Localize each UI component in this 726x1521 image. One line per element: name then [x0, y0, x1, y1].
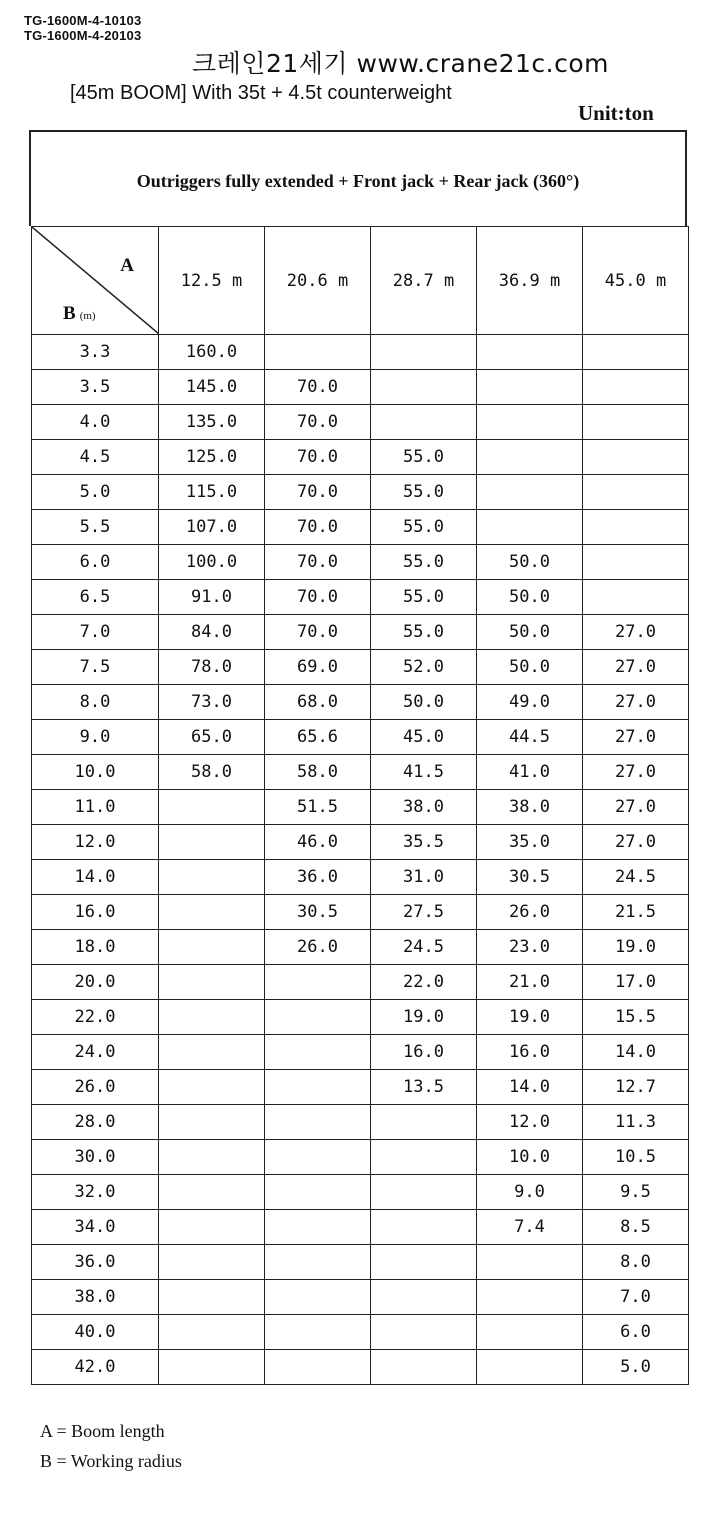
capacity-cell: [265, 1280, 371, 1315]
capacity-cell: [265, 1175, 371, 1210]
table-row: [32, 1140, 689, 1175]
capacity-cell: 19.0: [583, 930, 689, 965]
capacity-cell: [159, 1000, 265, 1035]
capacity-cell: 125.0: [159, 440, 265, 475]
radius-cell: 26.0: [32, 1070, 159, 1105]
capacity-cell: [159, 1035, 265, 1070]
capacity-cell: 52.0: [371, 650, 477, 685]
capacity-cell: [265, 1035, 371, 1070]
capacity-cell: 70.0: [265, 545, 371, 580]
radius-cell: 8.0: [32, 685, 159, 720]
table-row: [32, 1280, 689, 1315]
legend-working-radius: B = Working radius: [40, 1451, 182, 1471]
capacity-cell: 17.0: [583, 965, 689, 1000]
capacity-cell: 14.0: [583, 1035, 689, 1070]
capacity-cell: [159, 1245, 265, 1280]
capacity-cell: 70.0: [265, 440, 371, 475]
radius-cell: 3.3: [32, 335, 159, 370]
capacity-cell: 26.0: [265, 930, 371, 965]
capacity-cell: [583, 335, 689, 370]
corner-cell: [32, 227, 159, 335]
capacity-cell: 24.5: [371, 930, 477, 965]
table-row: [32, 405, 689, 440]
capacity-cell: [477, 1315, 583, 1350]
condition-text: Outriggers fully extended + Front jack + Rear jack (360°): [136, 170, 580, 191]
capacity-cell: [477, 1245, 583, 1280]
capacity-cell: [265, 1000, 371, 1035]
capacity-cell: [159, 1315, 265, 1350]
capacity-cell: 9.0: [477, 1175, 583, 1210]
capacity-cell: [477, 1280, 583, 1315]
radius-cell: 42.0: [32, 1350, 159, 1385]
table-row: [32, 335, 689, 370]
capacity-cell: 27.0: [583, 615, 689, 650]
capacity-cell: 65.6: [265, 720, 371, 755]
capacity-cell: 50.0: [477, 545, 583, 580]
capacity-cell: 10.5: [583, 1140, 689, 1175]
capacity-cell: [159, 1070, 265, 1105]
capacity-cell: 50.0: [371, 685, 477, 720]
table-row: [32, 965, 689, 1000]
capacity-cell: [477, 405, 583, 440]
capacity-cell: [477, 370, 583, 405]
capacity-cell: 27.0: [583, 755, 689, 790]
capacity-cell: 58.0: [265, 755, 371, 790]
capacity-cell: 50.0: [477, 580, 583, 615]
capacity-cell: [477, 335, 583, 370]
radius-cell: 22.0: [32, 1000, 159, 1035]
capacity-cell: 26.0: [477, 895, 583, 930]
radius-cell: 14.0: [32, 860, 159, 895]
capacity-cell: 5.0: [583, 1350, 689, 1385]
capacity-cell: 27.0: [583, 720, 689, 755]
capacity-cell: 35.0: [477, 825, 583, 860]
radius-cell: 30.0: [32, 1140, 159, 1175]
capacity-cell: [583, 475, 689, 510]
capacity-cell: [265, 335, 371, 370]
table-row: [32, 720, 689, 755]
capacity-cell: 12.0: [477, 1105, 583, 1140]
capacity-cell: 69.0: [265, 650, 371, 685]
capacity-cell: 145.0: [159, 370, 265, 405]
column-header: 45.0 m: [583, 227, 689, 335]
capacity-cell: 55.0: [371, 580, 477, 615]
table-row: [32, 685, 689, 720]
capacity-cell: [371, 1105, 477, 1140]
radius-cell: 38.0: [32, 1280, 159, 1315]
capacity-cell: 160.0: [159, 335, 265, 370]
table-row: [32, 580, 689, 615]
table-row: [32, 510, 689, 545]
radius-cell: 28.0: [32, 1105, 159, 1140]
capacity-cell: 24.5: [583, 860, 689, 895]
capacity-cell: [265, 1210, 371, 1245]
table-row: [32, 1035, 689, 1070]
capacity-cell: 55.0: [371, 475, 477, 510]
capacity-cell: 70.0: [265, 580, 371, 615]
capacity-cell: [159, 825, 265, 860]
table-row: [32, 930, 689, 965]
model-codes: [24, 13, 141, 43]
table-row: [32, 475, 689, 510]
capacity-cell: 78.0: [159, 650, 265, 685]
capacity-cell: 58.0: [159, 755, 265, 790]
column-header: 12.5 m: [159, 227, 265, 335]
capacity-cell: [583, 580, 689, 615]
capacity-cell: [477, 475, 583, 510]
capacity-cell: 21.0: [477, 965, 583, 1000]
capacity-cell: [265, 1245, 371, 1280]
radius-cell: 6.5: [32, 580, 159, 615]
table-row: [32, 1000, 689, 1035]
capacity-cell: [371, 1210, 477, 1245]
table-row: [32, 755, 689, 790]
capacity-cell: 19.0: [477, 1000, 583, 1035]
capacity-cell: 70.0: [265, 510, 371, 545]
capacity-cell: 44.5: [477, 720, 583, 755]
capacity-cell: [159, 1140, 265, 1175]
radius-cell: 3.5: [32, 370, 159, 405]
capacity-cell: [583, 370, 689, 405]
capacity-cell: 30.5: [265, 895, 371, 930]
column-header: 20.6 m: [265, 227, 371, 335]
radius-cell: 5.5: [32, 510, 159, 545]
capacity-cell: 55.0: [371, 615, 477, 650]
capacity-cell: 22.0: [371, 965, 477, 1000]
column-header: 28.7 m: [371, 227, 477, 335]
capacity-cell: 65.0: [159, 720, 265, 755]
capacity-cell: [265, 1315, 371, 1350]
capacity-cell: 16.0: [371, 1035, 477, 1070]
table-row: [32, 1175, 689, 1210]
capacity-cell: [371, 1140, 477, 1175]
site-watermark: 크레인21세기 www.crane21c.com: [192, 49, 609, 78]
table-row: [32, 1070, 689, 1105]
capacity-cell: [371, 335, 477, 370]
corner-label-b: B (m): [63, 303, 96, 324]
chart-title: [45m BOOM] With 35t + 4.5t counterweight: [70, 82, 452, 104]
capacity-cell: [159, 1350, 265, 1385]
radius-cell: 7.0: [32, 615, 159, 650]
table-row: [32, 825, 689, 860]
capacity-cell: [583, 405, 689, 440]
radius-cell: 5.0: [32, 475, 159, 510]
capacity-cell: [371, 1350, 477, 1385]
capacity-cell: 73.0: [159, 685, 265, 720]
radius-cell: 11.0: [32, 790, 159, 825]
model-code-1: TG-1600M-4-10103: [24, 13, 142, 28]
capacity-cell: 68.0: [265, 685, 371, 720]
capacity-cell: 55.0: [371, 440, 477, 475]
radius-cell: 7.5: [32, 650, 159, 685]
capacity-cell: 16.0: [477, 1035, 583, 1070]
capacity-cell: [159, 860, 265, 895]
capacity-cell: 35.5: [371, 825, 477, 860]
table-row: [32, 650, 689, 685]
capacity-cell: 115.0: [159, 475, 265, 510]
capacity-cell: 36.0: [265, 860, 371, 895]
table-row: [32, 790, 689, 825]
capacity-cell: 49.0: [477, 685, 583, 720]
table-row: [32, 1350, 689, 1385]
header-row: [32, 227, 689, 335]
capacity-cell: 27.0: [583, 650, 689, 685]
radius-cell: 18.0: [32, 930, 159, 965]
capacity-cell: [159, 1175, 265, 1210]
capacity-cell: [477, 440, 583, 475]
capacity-cell: 30.5: [477, 860, 583, 895]
radius-cell: 4.0: [32, 405, 159, 440]
capacity-cell: 50.0: [477, 615, 583, 650]
capacity-cell: 23.0: [477, 930, 583, 965]
capacity-cell: 27.5: [371, 895, 477, 930]
capacity-cell: [159, 930, 265, 965]
table-row: [32, 860, 689, 895]
capacity-cell: 70.0: [265, 475, 371, 510]
capacity-cell: [371, 370, 477, 405]
table-row: [32, 1105, 689, 1140]
radius-cell: 16.0: [32, 895, 159, 930]
capacity-cell: 84.0: [159, 615, 265, 650]
table-row: [32, 1315, 689, 1350]
capacity-cell: [265, 1350, 371, 1385]
capacity-cell: [265, 1105, 371, 1140]
capacity-cell: [371, 1280, 477, 1315]
capacity-cell: 11.3: [583, 1105, 689, 1140]
capacity-cell: [477, 510, 583, 545]
radius-cell: 36.0: [32, 1245, 159, 1280]
capacity-cell: [159, 790, 265, 825]
capacity-cell: [583, 440, 689, 475]
capacity-cell: [159, 965, 265, 1000]
radius-cell: 40.0: [32, 1315, 159, 1350]
table-row: [32, 1210, 689, 1245]
capacity-cell: [265, 1140, 371, 1175]
capacity-cell: 100.0: [159, 545, 265, 580]
capacity-cell: 15.5: [583, 1000, 689, 1035]
capacity-cell: 135.0: [159, 405, 265, 440]
table-row: [32, 440, 689, 475]
legend-boom-length: A = Boom length: [40, 1421, 165, 1441]
table-row: [32, 895, 689, 930]
capacity-cell: 6.0: [583, 1315, 689, 1350]
load-chart-table: [31, 226, 689, 1385]
capacity-cell: [583, 510, 689, 545]
radius-cell: 12.0: [32, 825, 159, 860]
capacity-cell: [477, 1350, 583, 1385]
capacity-cell: 46.0: [265, 825, 371, 860]
capacity-cell: 8.5: [583, 1210, 689, 1245]
capacity-cell: 27.0: [583, 825, 689, 860]
radius-cell: 4.5: [32, 440, 159, 475]
condition-banner: [29, 130, 687, 226]
radius-cell: 32.0: [32, 1175, 159, 1210]
capacity-cell: 27.0: [583, 685, 689, 720]
capacity-cell: [159, 1210, 265, 1245]
capacity-cell: 70.0: [265, 615, 371, 650]
radius-cell: 6.0: [32, 545, 159, 580]
capacity-cell: [371, 405, 477, 440]
table-row: [32, 545, 689, 580]
radius-cell: 34.0: [32, 1210, 159, 1245]
unit-label: Unit:ton: [578, 101, 654, 125]
capacity-cell: 51.5: [265, 790, 371, 825]
capacity-cell: 55.0: [371, 510, 477, 545]
capacity-cell: 107.0: [159, 510, 265, 545]
capacity-cell: 8.0: [583, 1245, 689, 1280]
column-header: 36.9 m: [477, 227, 583, 335]
capacity-cell: 9.5: [583, 1175, 689, 1210]
capacity-cell: 10.0: [477, 1140, 583, 1175]
capacity-cell: [371, 1315, 477, 1350]
capacity-cell: 91.0: [159, 580, 265, 615]
capacity-cell: 38.0: [477, 790, 583, 825]
corner-label-a: A: [120, 255, 134, 276]
capacity-cell: 31.0: [371, 860, 477, 895]
capacity-cell: [159, 1280, 265, 1315]
capacity-cell: [583, 545, 689, 580]
capacity-cell: 27.0: [583, 790, 689, 825]
capacity-cell: 50.0: [477, 650, 583, 685]
capacity-cell: 14.0: [477, 1070, 583, 1105]
capacity-cell: 55.0: [371, 545, 477, 580]
capacity-cell: 19.0: [371, 1000, 477, 1035]
table-row: [32, 615, 689, 650]
capacity-cell: 21.5: [583, 895, 689, 930]
capacity-cell: 12.7: [583, 1070, 689, 1105]
capacity-cell: [265, 965, 371, 1000]
capacity-cell: 41.5: [371, 755, 477, 790]
radius-cell: 24.0: [32, 1035, 159, 1070]
capacity-cell: [371, 1175, 477, 1210]
table-row: [32, 1245, 689, 1280]
capacity-cell: [371, 1245, 477, 1280]
radius-cell: 9.0: [32, 720, 159, 755]
capacity-cell: [159, 895, 265, 930]
radius-cell: 20.0: [32, 965, 159, 1000]
capacity-cell: [159, 1105, 265, 1140]
radius-cell: 10.0: [32, 755, 159, 790]
capacity-cell: 41.0: [477, 755, 583, 790]
model-code-2: TG-1600M-4-20103: [24, 28, 142, 43]
capacity-cell: 70.0: [265, 370, 371, 405]
capacity-cell: 70.0: [265, 405, 371, 440]
capacity-cell: 38.0: [371, 790, 477, 825]
capacity-cell: 7.0: [583, 1280, 689, 1315]
capacity-cell: [265, 1070, 371, 1105]
table-row: [32, 370, 689, 405]
capacity-cell: 45.0: [371, 720, 477, 755]
capacity-cell: 13.5: [371, 1070, 477, 1105]
capacity-cell: 7.4: [477, 1210, 583, 1245]
